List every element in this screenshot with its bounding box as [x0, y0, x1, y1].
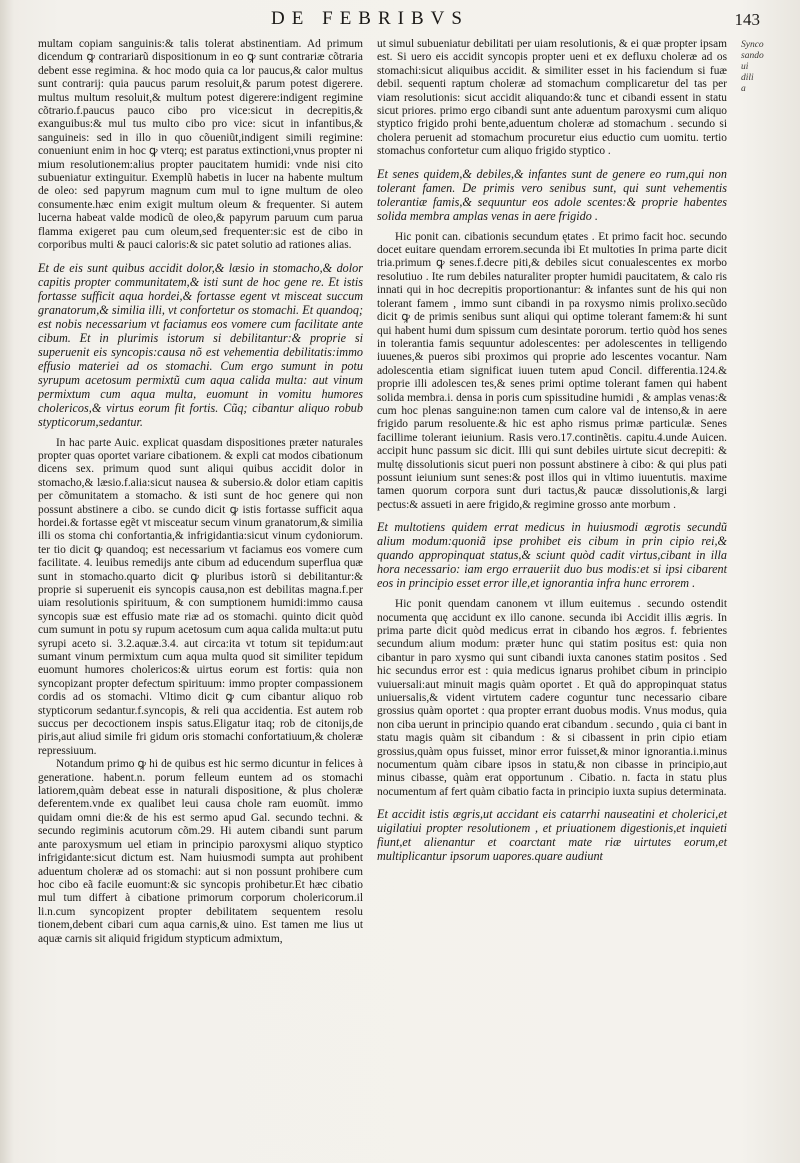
page-header — [0, 8, 800, 38]
commentary-paragraph: ut simul subueniatur debilitati per uiam resolutionis, & ei quæ propter ipsam est. Si uero eis accidit syncopis propter ueni et ex defluxu choleræ ad os stomachi:sicut aliquibus accidit. & similiter esset in his faciendum si fuæ debil. sequenti raptum choleræ ad stomachum complicaretur del tas per viam resolutionis: sicut accidit aliquando:& tunc et cibandi essent in statu sicut priores. primo ergo cibandi sunt ante aduentum paroxysmi cum aliquo styptico frigido prohi bente,aduentum choleræ ad stomachum . secundo si cholera peruenit ad stomachum procuretur eius eductio cum uomitu. tertio stomachus confortetur cum aliquo frigido styptico . — [377, 38, 727, 158]
lemma-paragraph: Et senes quidem,& debiles,& infantes sunt de genere eo rum,qui non tolerant famen. De primis vero senibus sunt, qui sunt vehementis tolerantiæ famis,& sequuntur eos adole scentes:& proprie habentes solida membra amplas venas in aere frigido . — [377, 166, 727, 223]
margin-note: dili — [741, 73, 754, 83]
right-column — [377, 38, 727, 863]
left-column — [38, 38, 363, 946]
commentary-paragraph: Notandum primo ꝙ hi de quibus est hic sermo dicuntur in felices à generatione. habent.n. porum felleum euntem ad os stomachi latiorem,quàm debeat esse in naturali dispositione, & plus choleræ deferentem.vnde ex qualibet leui causa chole ram euomũt. immo quidam omni die:& de his est sermo apud Gal. secundo techni. & secundo regiminis acutorum cõm.29. Hi autem cibandi sunt parum ante paroxysmum uel etiam in principio paroxysmi aliquo styptico infrigidante:sicut dictum est. Nam huiusmodi sumpta aut prohibent aduentum choleræ ad os stomachi: aut si non possunt prohibere cum hoc cibo eã facile euomunt:& sic syncopis prohibetur.Et hæc cibatio mul tum differt à cibatione primorum corporum cholericorum.il li.n.cum syncopizent propter debilitatem sequentem resolu tionem,debent cibari cum aqua carnis,& uino. Est tamen me lius ut aquæ carnis sit aliquid frigidum stypticum admixtum, — [38, 758, 363, 945]
lemma-paragraph: Et accidit istis ægris,ut accidant eis catarrhi nauseatini et cholerici,et uigilatiui propter resolutionem , et priuationem digestionis,et inquieti fiunt,et alienantur et coarctant mate riæ uirtutes eorum,et multiplicantur ipsorum uapores.quare audiunt — [377, 807, 727, 864]
running-title: DE FEBRIBVS — [271, 8, 469, 29]
margin-note: ui — [741, 62, 749, 72]
commentary-paragraph: In hac parte Auic. explicat quasdam dispositiones præter naturales propter quas oportet variare cibationem. & expli cat modos cibationum dicens sex. primum quod sunt aliqui quibus accidit dolor in stomacho,& læsio.f.alia:sicut nausea & subersio.& dolor etiam capitis per cõmunitatem a stomacho. & isti sunt de hoc genere qui non possunt abstinere a cibo. se cundo dicit ꝙ istis fortasse sufficit aqua hordei.& fortasse egẽt vt misceatur secum vinum granatorum,& similia illi os stoma chi confortantia,& infrigidantia:sicut vinum cydoniorum. ter tio dicit ꝙ quandoq; est necessarium vt faciamus eos vomere cum facilitate. 4. leuibus remedijs ante cibum ad educendum superflua quæ sunt in stomacho.quarto dicit ꝙ pluribus istorũ si debilitantur:& proprie si superuenit eis syncopis causa,non est debilitas magna.f.per uiam resolutionis spirituum, & con sumptionem humidi:immo causa syncopis suæ est effusio mate riæ ad os stomachi. quinto dicit quòd cum sumunt in potu sy rupum acetosum cum aqua calida multa:ut putu syrupi aceto si. 3.2.aquæ.3.4. aut circa:ita vt totum sit tepidum:aut sumant vinum permixtum cum aqua multa quod sit similiter tepidum euomunt humores cholericos:& uirtus eorum est fortis: quia non syncopizant propter defectum spirituum: immo propter compassionem cordis ad os stomachi. Vltimo dicit ꝙ cum cibantur aliquo rob stypticorum sedantur.f.syncopis, & reli qua accidentia. Est autem rob succus per decoctionem inspis satus.Eligatur itaq; rob de citonijs,de piris,aut aliud simile fri gidum oris stomachi confortatiuum,& choleræ repressiuum. — [38, 436, 363, 757]
margin-note: a — [741, 84, 746, 94]
margin-note: sando — [741, 51, 764, 61]
lemma-paragraph: Et multotiens quidem errat medicus in huiusmodi ægrotis secundũ alium modum:quoniã ipse prohibet eis cibum in prin cipio rei,& quando appropinquat status,& sciunt quòd cadit virtus,cibant in illa hora necessario: iam ergo erraueriit duo bus modis:et si ipsi cibarent eos in principio esset error ille,et ignorantia infra hunc errorem . — [377, 520, 727, 591]
commentary-paragraph: Hic ponit can. cibationis secundum ętates . Et primo facit hoc. secundo docet euitare quendam errorem.secunda ibi Et multoties In prima parte dicit tria.primum ꝙ senes.f.decre piti,& debiles sicut conualescentes ex morbo resolutiuo . Ite rum debiles naturaliter propter humidi paucitatem, & calo ris innati qui in hoc decrepitis proportionantur: & infantes sunt de his qui non tolerant famem , immo sunt cibandi in pa roxysmo nimis prolixo.secũdo dicit ꝙ de primis senibus sunt aliqui qui optime tolerant famem:& hi sunt qui habent humi dum spissum cum desintate pororum. tertio quòd hos senes in tolerantia famis sequuntur adolescentes: per adolescentes in telligendo iuuenes,& pueros sibi proximos qui proprie ado lescentes vocantur. Nam adolescentia etiam significat iuuen tutem apud Concil. differentia.124.& proprie illi adolescen tes,& senes primi optime tolerant famen qui habent solida membra.i. densa in poris cum spissitudine humidi , & amplas venas:& cum hoc plenas sanguine:non tamen cum calore val de intenso,& in aere frigido parum resoluente.& hic est apho rismus primæ particulæ. Senes facillime tolerant ieiunium. Rasis vero.17.continẽtis. capitu.4.unde Auicen. accipit hunc passum sic dicit. Illi qui sunt debiles uirtute sicut decrepiti: & multę dissolutionis sicut pueri non possunt abstinere à cibo: & qui plus pati possunt ieiunium sunt senes:& post illos qui in vltimo iuuentutis. maxime tamen quorum corpora sunt duri tactus,& paucæ dissolutionis,& largi pectus:& assueti in aere frigido,& regimine grosso ante morbum . — [377, 230, 727, 511]
commentary-paragraph: Hic ponit quendam canonem vt illum euitemus . secundo ostendit nocumenta quę accidunt ex illo canone. secunda ibi Accidit illis ægris. In prima parte dicit quòd medicus errat in cibando hos ægros. f. febrientes secundum alium modum: præter hunc qui statim positus est: quia non cibantur in paro xysmo qui sunt cibandi iuxta canones statim positos . Sed hic secundus error est : quia medicus ignarus prohibet cibum in principio vuiuersali:aut minuit magis quàm oportet . Et quã do appropinquat status uniuersalis,& vident virtutem cadere coguntur tunc necessario cibare grossius quàm oportet : qua propter errant duobus modis. Vnus modus, quia non ciba uerunt in principio quando erat cibandum . secundo , quia ci bant in statu magis quàm sit cibandum : & si cibassent in prin cipio etiam grossius,quàm opus fuisset, minor error fuisset,& minor ignorantia.i.minus nocumentum quàm cibare ipsos in statu,& non cibasse in principio,aut minus cibasse, quàm erat opportunum . Cibatio. n. facta in statu plus nocumentum af fert quàm cibatio facta in principio iuxta supius determinata. — [377, 598, 727, 798]
margin-note: Synco — [741, 40, 764, 50]
commentary-paragraph: multam copiam sanguinis:& talis tolerat abstinentiam. Ad primum dicendum ꝙ contrariarũ dispositionum in eo ꝙ sunt contrariæ cõtraria debent esse regimina. & hoc modo quia ca lor paucus,& calor multus sunt contrarij: quia paucus parum resoluit,& parum potest digerere. multus multum resoluit,& multum potest digerere:indigent regimine cõtrario.f.paucus pauco cibo pro vice:sicut in decrepitis,& exanguibus:& mul tus multo cibo pro vice: sicut in infantibus,& sanguineis: sed in illo in quo cõueniũt,indigent simili regimine: conueniunt enim in hoc ꝙ vterq; est paratus extinctioni,vnus propter ni mium resolutionem:alius propter paucitatem humidi: vnde nisi cito subueniatur extinguitur. Exemplũ habetis in lucer na habente multum de oleo: sed papyrum magnum cum mul to igne multum de oleo consumente.hæc enim exigit multum oleum & frequenter. Si autem lucerna habeat valde modicũ de oleo,& papyrum paruum cum parua flamma exigeret pau cum oleum,sed frequenter:sic est de cibo in corporibus multi & pauci caloris:& sic patet solutio ad rationes alias. — [38, 38, 363, 252]
lemma-paragraph: Et de eis sunt quibus accidit dolor,& læsio in stomacho,& dolor capitis propter communitatem,& isti sunt de hoc gene re. Et istis fortasse sufficit aqua hordei,& fortasse egent vt misceat succum granatorum,& similia illi, vt confortetur os stomachi. Et quandoq; est nobis necessarium vt faciamus eos vomere cum facilitate ante cibum. Et in plurimis istorum si debilitantur:& proprie si superuenit eis syncopis:causa nõ est vehementia debilitatis:immo effusio materiei ad os stomachi. Cum ergo sumunt in potu syrupum acetosum permixtũ cum aqua calida multa: aut vinum permixtum cum aqua multa, euomunt in vomitu humores cholericos,& virtus eorum fit fortis. Cũq; cibantur aliquo robub stypticorum,sedantur. — [38, 260, 363, 429]
folio-number: 143 — [734, 10, 760, 29]
margin-notes — [741, 40, 799, 95]
